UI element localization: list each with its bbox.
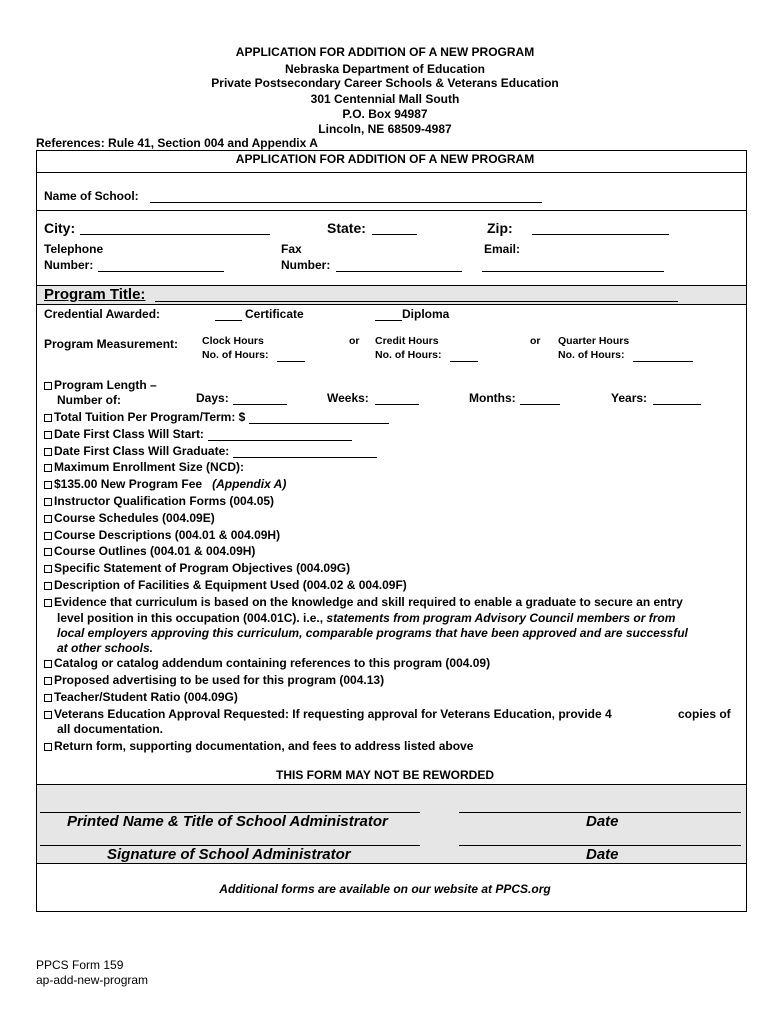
evidence-line-4: at other schools. bbox=[57, 641, 154, 655]
references: References: Rule 41, Section 004 and Appendix A bbox=[36, 136, 318, 150]
facilities-item: Description of Facilities & Equipment Used (004.02 & 004.09F) bbox=[44, 578, 407, 592]
certificate-input[interactable] bbox=[215, 307, 242, 321]
telephone-input[interactable] bbox=[98, 258, 224, 272]
checkbox[interactable] bbox=[44, 448, 52, 456]
fax-input[interactable] bbox=[336, 258, 462, 272]
checkbox[interactable] bbox=[44, 414, 52, 422]
name-of-school-input[interactable] bbox=[150, 189, 542, 203]
city-input[interactable] bbox=[80, 221, 270, 235]
objectives-item: Specific Statement of Program Objectives (004.09G) bbox=[44, 561, 350, 575]
header-line-3: Private Postsecondary Career Schools & Veterans Education bbox=[211, 76, 559, 90]
checkbox[interactable] bbox=[44, 382, 52, 390]
date-label-1: Date bbox=[586, 813, 619, 830]
divider bbox=[36, 784, 747, 785]
credit-hours-input[interactable] bbox=[450, 349, 478, 362]
or-label-1: or bbox=[349, 335, 360, 347]
years-label: Years: bbox=[611, 391, 648, 405]
diploma-input[interactable] bbox=[375, 307, 402, 321]
return-form-item: Return form, supporting documentation, and fees to address listed above bbox=[44, 739, 473, 753]
clock-hours-input[interactable] bbox=[277, 349, 305, 362]
veterans-copies: copies of bbox=[678, 707, 731, 721]
checkbox[interactable] bbox=[44, 743, 52, 751]
quarter-hours-label: Quarter Hours bbox=[558, 335, 630, 347]
email-input[interactable] bbox=[482, 258, 664, 272]
number-of-label: Number of: bbox=[57, 393, 121, 407]
days-input[interactable] bbox=[233, 391, 287, 405]
weeks-label: Weeks: bbox=[327, 391, 369, 405]
checkbox[interactable] bbox=[44, 599, 52, 607]
fax-label: Fax bbox=[281, 242, 302, 256]
header-line-4: 301 Centennial Mall South bbox=[310, 92, 460, 106]
ratio-item: Teacher/Student Ratio (004.09G) bbox=[44, 690, 238, 704]
clock-no-hours-label: No. of Hours: bbox=[202, 349, 269, 361]
first-class-graduate-input[interactable] bbox=[233, 444, 377, 458]
city-label: City: bbox=[44, 220, 76, 236]
first-class-graduate-item: Date First Class Will Graduate: bbox=[44, 444, 377, 458]
checkbox[interactable] bbox=[44, 660, 52, 668]
max-enrollment-item: Maximum Enrollment Size (NCD): bbox=[44, 460, 244, 474]
catalog-item: Catalog or catalog addendum containing references to this program (004.09) bbox=[44, 656, 490, 670]
form-code: ap-add-new-program bbox=[36, 973, 149, 987]
divider bbox=[36, 304, 747, 305]
divider bbox=[36, 172, 747, 173]
tuition-input[interactable] bbox=[249, 410, 389, 424]
checkbox[interactable] bbox=[44, 498, 52, 506]
checkbox[interactable] bbox=[44, 481, 52, 489]
printed-name-label: Printed Name & Title of School Administrator bbox=[67, 813, 388, 830]
state-label: State: bbox=[327, 220, 366, 236]
checkbox[interactable] bbox=[44, 431, 52, 439]
checkbox[interactable] bbox=[44, 464, 52, 472]
course-schedules-item: Course Schedules (004.09E) bbox=[44, 511, 215, 525]
tuition-item: Total Tuition Per Program/Term: $ bbox=[44, 410, 389, 424]
weeks-input[interactable] bbox=[375, 391, 419, 405]
program-title-input[interactable] bbox=[155, 288, 678, 302]
credit-no-hours-label: No. of Hours: bbox=[375, 349, 442, 361]
course-outlines-item: Course Outlines (004.01 & 004.09H) bbox=[44, 544, 255, 558]
days-label: Days: bbox=[196, 391, 229, 405]
divider bbox=[36, 863, 747, 864]
clock-hours-label: Clock Hours bbox=[202, 335, 264, 347]
telephone-number-label: Number: bbox=[44, 258, 94, 272]
additional-forms-note: Additional forms are available on our website at PPCS.org bbox=[219, 882, 551, 896]
or-label-2: or bbox=[530, 335, 541, 347]
quarter-no-hours-label: No. of Hours: bbox=[558, 349, 625, 361]
fax-number-label: Number: bbox=[281, 258, 331, 272]
evidence-line-2: level position in this occupation (004.01C). i.e., statements from program Advisory Council members or from bbox=[57, 611, 676, 625]
credential-awarded-label: Credential Awarded: bbox=[44, 307, 161, 321]
months-input[interactable] bbox=[520, 391, 560, 405]
zip-label: Zip: bbox=[487, 220, 513, 236]
evidence-line-3: local employers approving this curriculum, comparable programs that have been approved and are successful bbox=[57, 626, 688, 640]
program-length-item bbox=[44, 378, 157, 392]
zip-input[interactable] bbox=[532, 221, 669, 235]
checkbox[interactable] bbox=[44, 582, 52, 590]
years-input[interactable] bbox=[653, 391, 701, 405]
program-title-label: Program Title: bbox=[44, 286, 146, 303]
name-of-school-label: Name of School: bbox=[44, 189, 139, 203]
fee-item: $135.00 New Program Fee (Appendix A) bbox=[44, 477, 286, 491]
veterans-line-2: all documentation. bbox=[57, 722, 164, 736]
signature-label: Signature of School Administrator bbox=[107, 846, 351, 863]
instructor-forms-item: Instructor Qualification Forms (004.05) bbox=[44, 494, 274, 508]
telephone-label: Telephone bbox=[44, 242, 104, 256]
divider bbox=[36, 210, 747, 211]
checkbox[interactable] bbox=[44, 565, 52, 573]
first-class-start-item: Date First Class Will Start: bbox=[44, 427, 352, 441]
checkbox[interactable] bbox=[44, 711, 52, 719]
checkbox[interactable] bbox=[44, 677, 52, 685]
veterans-item: Veterans Education Approval Requested: If requesting approval for Veterans Education, provide 4 bbox=[44, 707, 612, 721]
program-measurement-label: Program Measurement: bbox=[44, 337, 179, 351]
quarter-hours-input[interactable] bbox=[633, 349, 693, 362]
email-label: Email: bbox=[484, 242, 521, 256]
certificate-label: Certificate bbox=[245, 307, 304, 321]
form-number: PPCS Form 159 bbox=[36, 958, 124, 972]
header-line-1: APPLICATION FOR ADDITION OF A NEW PROGRAM bbox=[235, 45, 535, 59]
checkbox[interactable] bbox=[44, 694, 52, 702]
course-descriptions-item: Course Descriptions (004.01 & 004.09H) bbox=[44, 528, 280, 542]
not-reworded-notice: THIS FORM MAY NOT BE REWORDED bbox=[275, 768, 494, 782]
evidence-item: Evidence that curriculum is based on the knowledge and skill required to enable a graduate to secure an entry bbox=[44, 595, 683, 609]
form-title: APPLICATION FOR ADDITION OF A NEW PROGRAM bbox=[235, 152, 535, 166]
checkbox[interactable] bbox=[44, 515, 52, 523]
first-class-start-input[interactable] bbox=[208, 427, 352, 441]
header-line-5: P.O. Box 94987 bbox=[342, 107, 428, 121]
date-label-2: Date bbox=[586, 846, 619, 863]
credit-hours-label: Credit Hours bbox=[375, 335, 439, 347]
checkbox[interactable] bbox=[44, 532, 52, 540]
months-label: Months: bbox=[469, 391, 516, 405]
checkbox[interactable] bbox=[44, 548, 52, 556]
program-length-label: Program Length – bbox=[54, 378, 157, 392]
header-line-6: Lincoln, NE 68509-4987 bbox=[318, 122, 452, 136]
diploma-label: Diploma bbox=[402, 307, 450, 321]
advertising-item: Proposed advertising to be used for this program (004.13) bbox=[44, 673, 384, 687]
header-line-2: Nebraska Department of Education bbox=[284, 62, 486, 76]
state-input[interactable] bbox=[372, 221, 417, 235]
